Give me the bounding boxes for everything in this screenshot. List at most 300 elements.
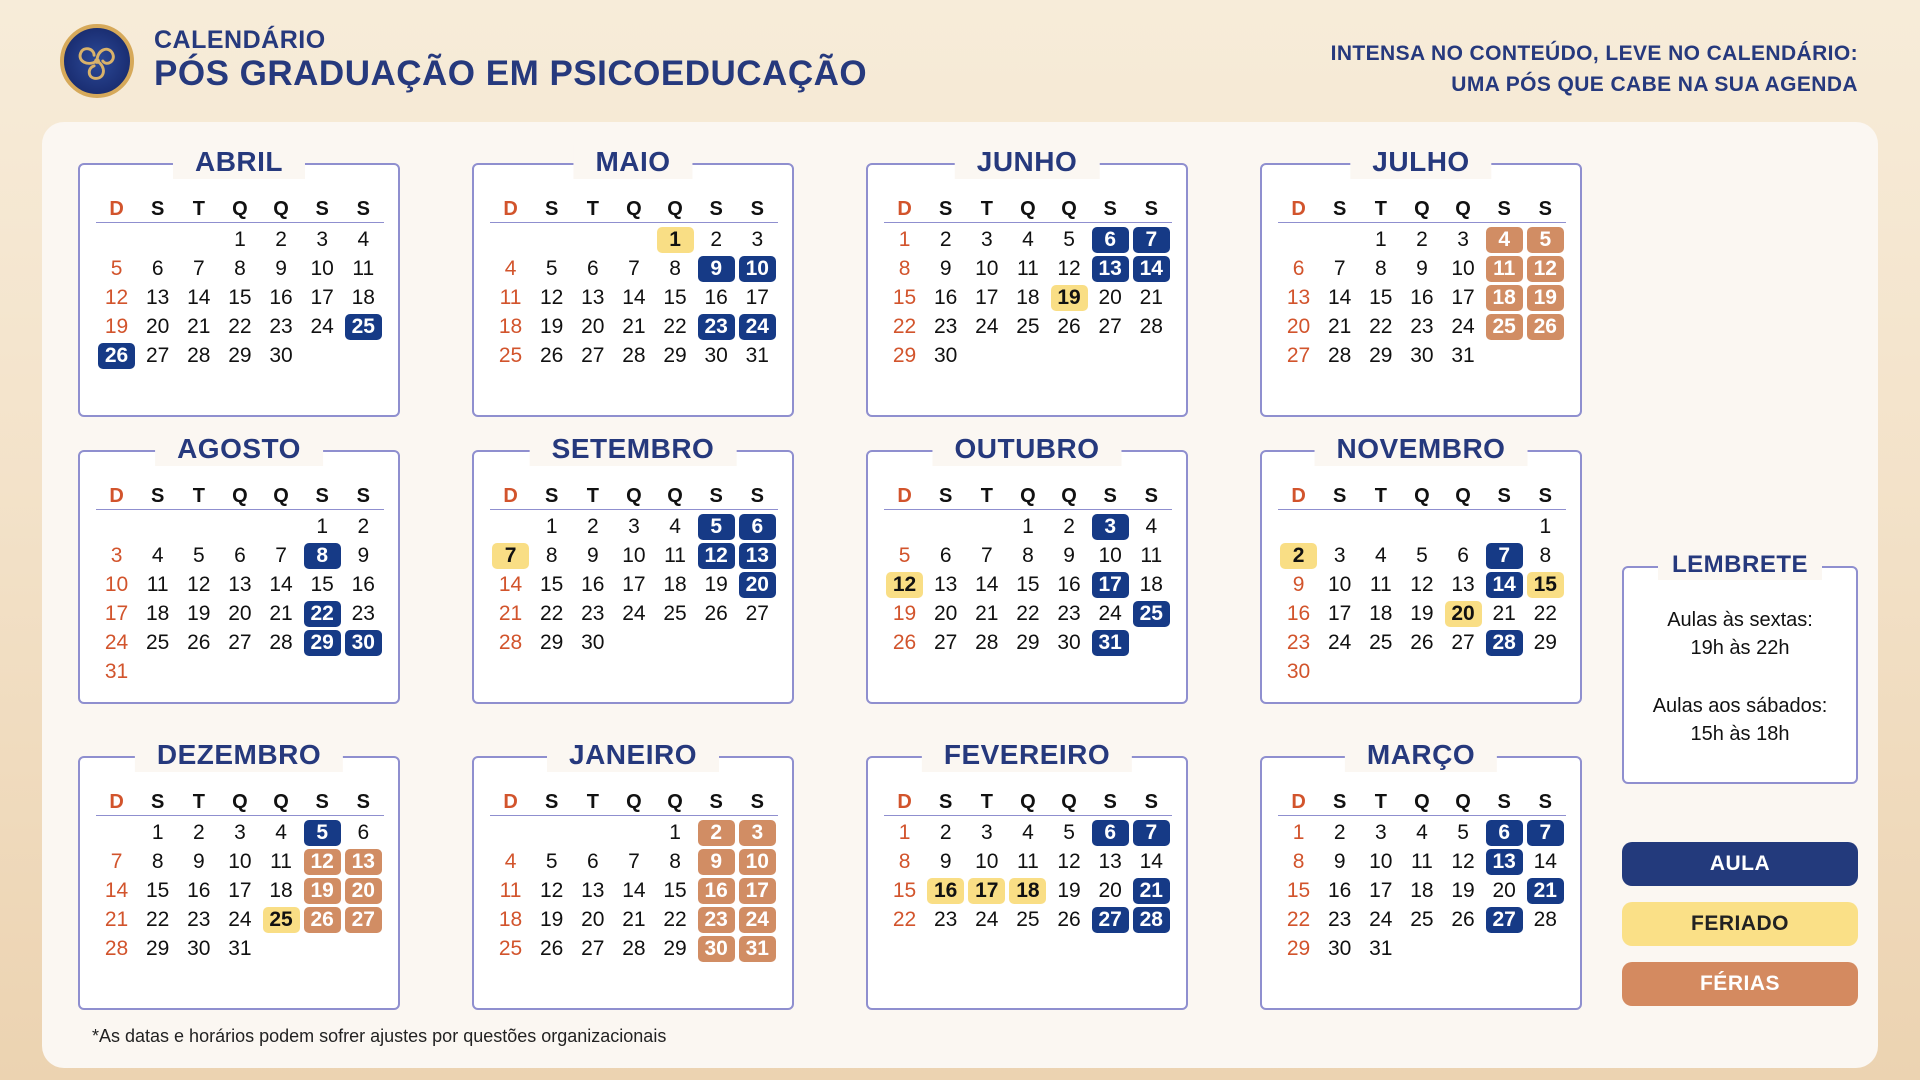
- day-cell: [302, 847, 343, 876]
- day-cell: [1090, 225, 1131, 254]
- day-number: 20: [1098, 285, 1122, 309]
- weekday-header: [884, 788, 1172, 816]
- day-number: 3: [739, 820, 776, 846]
- reminder-line-2: 19h às 22h: [1690, 637, 1790, 659]
- day-cell: [696, 599, 737, 628]
- weekday-label: T: [192, 198, 205, 220]
- day-number: 18: [498, 907, 523, 931]
- day-cell: [1319, 876, 1360, 905]
- weekday-header: [884, 482, 1172, 510]
- reminder-line-4: 15h às 18h: [1690, 723, 1790, 745]
- day-cell: [137, 570, 178, 599]
- day-number: 16: [704, 285, 728, 309]
- day-number: 30: [1286, 659, 1311, 683]
- day-cell: [1090, 876, 1131, 905]
- day-cell: [884, 541, 925, 570]
- day-number: 18: [1410, 878, 1434, 902]
- day-number: 20: [1445, 601, 1482, 627]
- day-cell: [1131, 541, 1172, 570]
- day-cell: [884, 341, 925, 370]
- day-cell: [696, 312, 737, 341]
- day-number: 12: [304, 849, 341, 875]
- day-cell: [490, 905, 531, 934]
- weekday-label: Q: [1020, 198, 1036, 220]
- day-cell: [1525, 283, 1566, 312]
- day-number: 13: [581, 878, 605, 902]
- day-cell: [655, 905, 696, 934]
- day-cell: [1443, 541, 1484, 570]
- weekday-label: T: [192, 791, 205, 813]
- day-cell: [1090, 312, 1131, 341]
- day-number: 5: [1063, 227, 1075, 251]
- day-cell: [343, 599, 384, 628]
- day-number: 3: [234, 820, 246, 844]
- day-cell: [655, 847, 696, 876]
- day-number: 17: [968, 878, 1005, 904]
- month-novembro: [1260, 433, 1582, 704]
- day-cell: [261, 599, 302, 628]
- day-cell: [1401, 341, 1442, 370]
- day-number: 22: [663, 907, 687, 931]
- day-cell: [531, 312, 572, 341]
- day-cell: [1484, 283, 1525, 312]
- day-number: 21: [622, 314, 646, 338]
- day-cell: [1401, 876, 1442, 905]
- day-cell: [1319, 934, 1360, 963]
- day-number: 28: [1328, 343, 1352, 367]
- days-grid: [490, 225, 778, 370]
- weekday-label: Q: [1414, 198, 1430, 220]
- day-cell: [302, 599, 343, 628]
- day-cell: [1131, 599, 1172, 628]
- weekday-label: Q: [626, 791, 642, 813]
- day-number: 8: [669, 849, 681, 873]
- day-number: 18: [1016, 285, 1040, 309]
- day-cell: [1278, 657, 1319, 686]
- day-cell: [1525, 541, 1566, 570]
- triskelion-logo-icon: [60, 24, 134, 98]
- day-number: 21: [1527, 878, 1564, 904]
- day-cell: [137, 254, 178, 283]
- day-number: 26: [1527, 314, 1564, 340]
- weekday-label: S: [315, 791, 329, 813]
- day-cell: [1360, 283, 1401, 312]
- day-number: 2: [192, 820, 205, 844]
- weekday-label: S: [315, 485, 329, 507]
- day-number: 19: [1051, 285, 1088, 311]
- day-cell: [137, 847, 178, 876]
- day-number: 25: [263, 907, 300, 933]
- day-number: 22: [892, 907, 917, 931]
- day-cell: [737, 934, 778, 963]
- day-number: 28: [622, 343, 646, 367]
- day-cell: [1401, 818, 1442, 847]
- day-number: 22: [1533, 601, 1557, 625]
- day-number: 1: [1374, 227, 1387, 251]
- day-cell: [1443, 599, 1484, 628]
- day-number: 6: [151, 256, 164, 280]
- weekday-label: S: [709, 485, 723, 507]
- day-cell: [343, 628, 384, 657]
- day-number: 11: [1411, 849, 1433, 873]
- weekday-header: [96, 788, 384, 816]
- day-cell: [137, 905, 178, 934]
- day-number: 27: [1486, 907, 1523, 933]
- day-number: 5: [110, 256, 123, 280]
- day-number: 15: [1369, 285, 1393, 309]
- day-cell: [737, 876, 778, 905]
- day-cell: [1360, 847, 1401, 876]
- day-cell: [1049, 628, 1090, 657]
- day-cell: [178, 312, 219, 341]
- day-cell: [1360, 225, 1401, 254]
- weekday-label: D: [1291, 198, 1306, 220]
- day-cell: [1131, 283, 1172, 312]
- day-number: 9: [698, 849, 735, 875]
- day-number: 5: [1063, 820, 1075, 844]
- day-cell: [1401, 254, 1442, 283]
- day-number: 9: [357, 543, 370, 567]
- day-cell: [531, 847, 572, 876]
- month-agosto: [78, 433, 400, 704]
- day-number: 29: [892, 343, 917, 367]
- day-cell: [1090, 599, 1131, 628]
- day-cell: [343, 225, 384, 254]
- weekday-label: T: [1374, 485, 1387, 507]
- weekday-label: S: [356, 198, 370, 220]
- day-number: 3: [1092, 514, 1129, 540]
- days-grid: [1278, 818, 1566, 963]
- day-number: 17: [228, 878, 252, 902]
- day-cell: [96, 312, 137, 341]
- days-grid: [884, 512, 1172, 657]
- day-number: 27: [581, 936, 605, 960]
- day-cell: [1131, 847, 1172, 876]
- day-cell: [1319, 847, 1360, 876]
- empty-cell: [178, 225, 219, 254]
- day-cell: [1090, 512, 1131, 541]
- day-number: 27: [146, 343, 170, 367]
- day-number: 6: [1092, 227, 1129, 253]
- weekday-label: Q: [273, 791, 289, 813]
- day-number: 28: [1486, 630, 1523, 656]
- day-number: 22: [663, 314, 687, 338]
- day-cell: [1131, 512, 1172, 541]
- day-number: 31: [104, 659, 129, 683]
- day-number: 8: [1374, 256, 1387, 280]
- day-cell: [884, 254, 925, 283]
- day-cell: [925, 905, 966, 934]
- day-number: 28: [1133, 907, 1170, 933]
- day-number: 22: [892, 314, 917, 338]
- reminder-text: [1624, 606, 1856, 748]
- day-cell: [531, 905, 572, 934]
- day-cell: [1131, 570, 1172, 599]
- tagline: [1331, 38, 1858, 100]
- month-title: MAIO: [573, 145, 692, 179]
- day-cell: [966, 905, 1007, 934]
- day-cell: [137, 541, 178, 570]
- day-number: 8: [898, 256, 911, 280]
- day-cell: [1007, 818, 1048, 847]
- day-cell: [1484, 876, 1525, 905]
- day-number: 30: [934, 343, 958, 367]
- day-number: 30: [1410, 343, 1434, 367]
- day-number: 10: [975, 849, 999, 873]
- day-number: 11: [1017, 256, 1039, 280]
- day-cell: [1049, 225, 1090, 254]
- day-number: 18: [351, 285, 375, 309]
- weekday-label: Q: [273, 198, 289, 220]
- day-cell: [737, 847, 778, 876]
- day-cell: [96, 628, 137, 657]
- day-cell: [1131, 818, 1172, 847]
- day-number: 24: [975, 907, 999, 931]
- day-cell: [343, 312, 384, 341]
- day-cell: [1007, 254, 1048, 283]
- day-number: 14: [1133, 256, 1170, 282]
- day-number: 23: [698, 907, 735, 933]
- weekday-header: [1278, 788, 1566, 816]
- day-number: 14: [498, 572, 523, 596]
- day-number: 21: [1328, 314, 1352, 338]
- day-number: 6: [1486, 820, 1523, 846]
- day-cell: [531, 934, 572, 963]
- day-number: 2: [939, 227, 952, 251]
- weekday-label: S: [1333, 485, 1347, 507]
- day-cell: [261, 541, 302, 570]
- weekday-label: D: [109, 198, 124, 220]
- day-cell: [966, 225, 1007, 254]
- day-number: 19: [540, 314, 564, 338]
- day-number: 6: [1292, 256, 1305, 280]
- day-cell: [1484, 570, 1525, 599]
- day-cell: [1049, 905, 1090, 934]
- day-number: 1: [898, 227, 911, 251]
- day-cell: [884, 225, 925, 254]
- month-grid: [96, 788, 384, 963]
- tagline-line-2: UMA PÓS QUE CABE NA SUA AGENDA: [1451, 73, 1858, 96]
- day-number: 16: [269, 285, 293, 309]
- day-cell: [178, 283, 219, 312]
- day-cell: [490, 934, 531, 963]
- days-grid: [884, 818, 1172, 934]
- day-cell: [1278, 847, 1319, 876]
- day-number: 18: [1009, 878, 1046, 904]
- weekday-label: Q: [1020, 485, 1036, 507]
- day-cell: [1049, 283, 1090, 312]
- weekday-label: S: [939, 791, 953, 813]
- day-cell: [261, 312, 302, 341]
- day-cell: [1319, 254, 1360, 283]
- day-cell: [966, 599, 1007, 628]
- day-cell: [1049, 312, 1090, 341]
- day-cell: [737, 570, 778, 599]
- day-cell: [1443, 341, 1484, 370]
- day-cell: [1360, 599, 1401, 628]
- day-cell: [343, 905, 384, 934]
- empty-cell: [1401, 512, 1442, 541]
- weekday-label: T: [980, 198, 993, 220]
- day-cell: [96, 599, 137, 628]
- day-cell: [1525, 225, 1566, 254]
- day-number: 15: [146, 878, 170, 902]
- day-number: 29: [146, 936, 170, 960]
- day-cell: [572, 312, 613, 341]
- day-cell: [490, 341, 531, 370]
- weekday-header: [1278, 195, 1566, 223]
- day-number: 8: [151, 849, 164, 873]
- day-cell: [1319, 541, 1360, 570]
- day-number: 28: [187, 343, 211, 367]
- day-cell: [261, 905, 302, 934]
- day-cell: [219, 818, 260, 847]
- weekday-label: S: [545, 791, 559, 813]
- month-grid: [1278, 788, 1566, 963]
- empty-cell: [1278, 512, 1319, 541]
- day-number: 1: [1292, 820, 1305, 844]
- weekday-label: S: [939, 198, 953, 220]
- day-cell: [696, 876, 737, 905]
- day-number: 12: [540, 878, 564, 902]
- weekday-label: D: [503, 198, 518, 220]
- day-cell: [1049, 847, 1090, 876]
- day-cell: [1319, 599, 1360, 628]
- day-number: 4: [151, 543, 164, 567]
- day-cell: [925, 599, 966, 628]
- day-cell: [1401, 283, 1442, 312]
- empty-cell: [1319, 512, 1360, 541]
- day-cell: [1278, 628, 1319, 657]
- empty-cell: [613, 225, 654, 254]
- month-janeiro: [472, 739, 794, 1010]
- day-number: 15: [1016, 572, 1040, 596]
- weekday-header: [490, 195, 778, 223]
- day-cell: [261, 818, 302, 847]
- weekday-label: S: [1497, 485, 1511, 507]
- day-cell: [925, 312, 966, 341]
- day-number: 24: [310, 314, 334, 338]
- page-title: PÓS GRADUAÇÃO EM PSICOEDUCAÇÃO: [154, 54, 868, 93]
- day-number: 14: [975, 572, 999, 596]
- weekday-label: D: [109, 791, 124, 813]
- day-cell: [137, 341, 178, 370]
- day-cell: [1484, 225, 1525, 254]
- day-cell: [1049, 570, 1090, 599]
- weekday-label: S: [356, 791, 370, 813]
- weekday-label: D: [503, 791, 518, 813]
- day-number: 25: [1410, 907, 1434, 931]
- day-number: 16: [927, 878, 964, 904]
- day-cell: [572, 628, 613, 657]
- day-cell: [925, 876, 966, 905]
- weekday-label: S: [1144, 485, 1158, 507]
- day-number: 22: [540, 601, 564, 625]
- month-grid: [884, 788, 1172, 934]
- month-outubro: [866, 433, 1188, 704]
- day-cell: [1007, 541, 1048, 570]
- day-number: 25: [345, 314, 382, 340]
- day-number: 20: [146, 314, 170, 338]
- day-number: 2: [1063, 514, 1075, 538]
- month-grid: [1278, 195, 1566, 370]
- day-number: 18: [1486, 285, 1523, 311]
- day-cell: [925, 225, 966, 254]
- day-cell: [1484, 599, 1525, 628]
- day-cell: [1360, 876, 1401, 905]
- day-number: 11: [664, 543, 686, 567]
- month-title: NOVEMBRO: [1315, 432, 1528, 466]
- empty-cell: [1278, 225, 1319, 254]
- day-number: 28: [104, 936, 129, 960]
- day-number: 28: [498, 630, 523, 654]
- day-number: 25: [1016, 314, 1040, 338]
- day-number: 11: [1369, 572, 1392, 596]
- day-number: 16: [581, 572, 605, 596]
- day-number: 10: [975, 256, 999, 280]
- day-number: 2: [357, 514, 370, 538]
- day-number: 29: [304, 630, 341, 656]
- day-cell: [343, 541, 384, 570]
- day-cell: [572, 934, 613, 963]
- day-number: 9: [939, 256, 952, 280]
- day-cell: [219, 541, 260, 570]
- day-cell: [925, 847, 966, 876]
- day-cell: [1278, 905, 1319, 934]
- days-grid: [490, 818, 778, 963]
- day-number: 27: [1451, 630, 1475, 654]
- day-number: 4: [1486, 227, 1523, 253]
- day-cell: [137, 599, 178, 628]
- day-cell: [613, 254, 654, 283]
- day-cell: [655, 876, 696, 905]
- day-number: 17: [975, 285, 999, 309]
- day-cell: [219, 934, 260, 963]
- day-number: 16: [698, 878, 735, 904]
- day-cell: [137, 876, 178, 905]
- day-cell: [737, 818, 778, 847]
- day-cell: [1131, 876, 1172, 905]
- day-number: 29: [663, 936, 687, 960]
- day-number: 12: [1057, 256, 1081, 280]
- day-cell: [261, 225, 302, 254]
- weekday-label: S: [709, 198, 723, 220]
- day-cell: [737, 599, 778, 628]
- weekday-label: T: [980, 485, 993, 507]
- empty-cell: [531, 818, 572, 847]
- day-cell: [1484, 847, 1525, 876]
- day-cell: [1525, 599, 1566, 628]
- empty-cell: [137, 512, 178, 541]
- footnote: *As datas e horários podem sofrer ajustes por questões organizacionais: [92, 1026, 667, 1046]
- day-cell: [1131, 905, 1172, 934]
- day-number: 21: [1133, 878, 1170, 904]
- day-number: 19: [1057, 878, 1081, 902]
- weekday-label: S: [1103, 791, 1117, 813]
- day-cell: [966, 541, 1007, 570]
- weekday-label: T: [586, 791, 599, 813]
- day-number: 21: [104, 907, 129, 931]
- day-cell: [1049, 512, 1090, 541]
- day-number: 9: [698, 256, 735, 282]
- day-number: 23: [698, 314, 735, 340]
- day-cell: [178, 541, 219, 570]
- reminder-line-3: Aulas aos sábados:: [1652, 695, 1828, 717]
- day-cell: [343, 847, 384, 876]
- month-title: ABRIL: [173, 145, 305, 179]
- day-number: 8: [1292, 849, 1305, 873]
- day-cell: [655, 225, 696, 254]
